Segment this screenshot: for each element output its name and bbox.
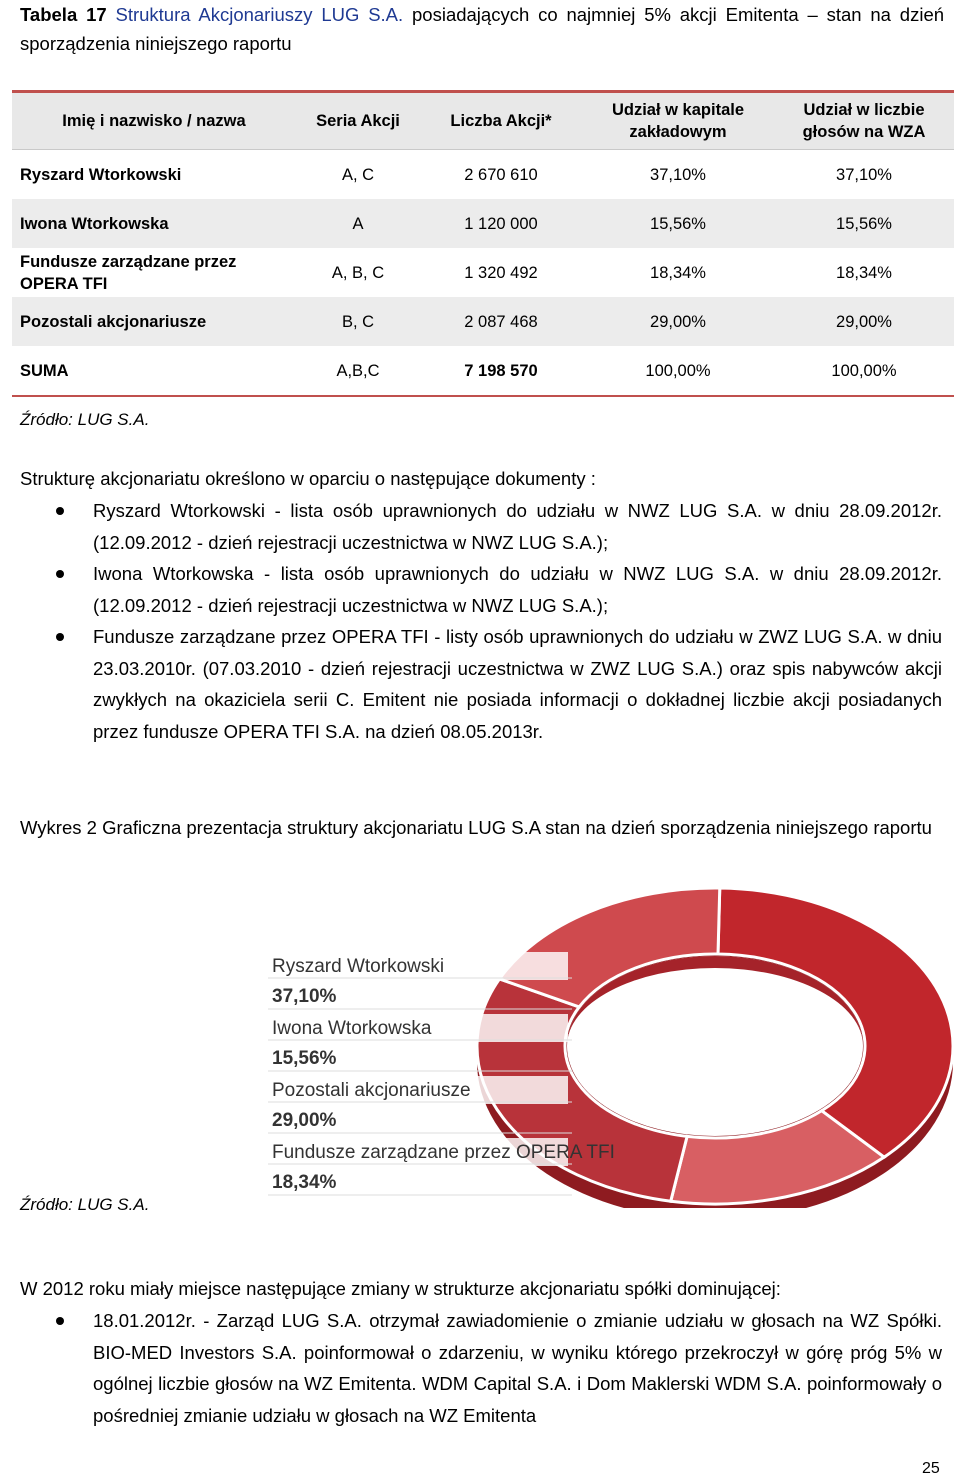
chart-source: Źródło: LUG S.A. <box>20 1195 150 1214</box>
cell-shares: 7 198 570 <box>420 346 582 396</box>
cell-shares: 1 120 000 <box>420 199 582 248</box>
cell-name: Ryszard Wtorkowski <box>20 165 182 184</box>
list-item: Iwona Wtorkowska - lista osób uprawnionych do udziału w NWZ LUG S.A. w dniu 28.09.2012r. (12.09.2012 - dzień rejestracji uczestnictwa w NWZ LUG S.A.); <box>93 558 942 621</box>
cell-name: SUMA <box>12 346 296 396</box>
header-capital: Udział w kapitale zakładowym <box>582 92 774 150</box>
header-votes: Udział w liczbie głosów na WZA <box>774 92 954 150</box>
table-source: Źródło: LUG S.A. <box>20 410 150 429</box>
cell-votes: 15,56% <box>774 199 954 248</box>
legend-label: Iwona Wtorkowska <box>272 1018 432 1039</box>
page-number: 25 <box>922 1460 940 1477</box>
cell-votes: 29,00% <box>774 297 954 346</box>
table-sum-row <box>12 346 954 396</box>
table-row <box>12 199 954 248</box>
cell-capital: 29,00% <box>582 297 774 346</box>
cell-name: Fundusze zarządzane przez OPERA TFI <box>20 252 237 293</box>
table-row <box>12 248 954 297</box>
changes-list <box>93 1305 942 1431</box>
cell-series: A, B, C <box>331 263 385 282</box>
table-caption <box>20 0 944 58</box>
legend-label: Fundusze zarządzane przez OPERA TFI <box>272 1142 615 1163</box>
chart-caption <box>20 812 942 844</box>
cell-capital: 37,10% <box>650 165 706 184</box>
shareholder-donut-chart <box>230 868 960 1208</box>
cell-capital: 18,34% <box>650 263 706 282</box>
legend-value: 18,34% <box>272 1172 337 1193</box>
legend-value: 37,10% <box>272 986 337 1007</box>
cell-shares: 2 087 468 <box>420 297 582 346</box>
documents-list <box>93 495 942 747</box>
legend-value: 29,00% <box>272 1110 337 1131</box>
list-item: Ryszard Wtorkowski - lista osób uprawnionych do udziału w NWZ LUG S.A. w dniu 28.09.2012r. (12.09.2012 - dzień rejestracji uczestnictwa w NWZ LUG S.A.); <box>93 495 942 558</box>
chart-caption-label: Wykres 2 <box>20 817 97 838</box>
table-row <box>12 150 954 200</box>
cell-votes: 18,34% <box>836 263 892 282</box>
cell-votes: 37,10% <box>836 165 892 184</box>
cell-shares: 2 670 610 <box>464 165 538 184</box>
chart-caption-text: Graficzna prezentacja struktury akcjonariatu LUG S.A stan na dzień sporządzenia niniejszego raportu <box>96 817 932 838</box>
header-shares: Liczba Akcji* <box>420 92 582 150</box>
table-caption-label: Tabela 17 <box>20 4 107 25</box>
table-header-row <box>12 92 954 150</box>
list-item: 18.01.2012r. - Zarząd LUG S.A. otrzymał zawiadomienie o zmianie udziału w głosach na WZ Spółki. BIO-MED Investors S.A. poinformował o zdarzeniu, w wyniku którego przekroczył w górę próg 5% w ogólnej liczbie głosów na WZ Emitenta. WDM Capital S.A. i Dom Maklerski WDM S.A. poinformowały o pośredniej zmianie udziału w głosach na WZ Emitenta <box>93 1305 942 1431</box>
header-name: Imię i nazwisko / nazwa <box>12 92 296 150</box>
cell-name: Pozostali akcjonariusze <box>12 297 296 346</box>
table-caption-title: Struktura Akcjonariuszy LUG S.A. <box>106 4 404 25</box>
cell-capital: 15,56% <box>582 199 774 248</box>
table-caption-subtitle: posiadających co najmniej 5% akcji Emitenta – stan na dzień sporządzenia niniejszego raportu <box>20 4 945 54</box>
legend-label: Ryszard Wtorkowski <box>272 956 445 977</box>
cell-name: Iwona Wtorkowska <box>12 199 296 248</box>
cell-series: B, C <box>296 297 420 346</box>
legend-value: 15,56% <box>272 1048 337 1069</box>
cell-capital: 100,00% <box>582 346 774 396</box>
list-item: Fundusze zarządzane przez OPERA TFI - listy osób uprawnionych do udziału w ZWZ LUG S.A. w dniu 23.03.2010r. (07.03.2010 - dzień rejestracji uczestnictwa w ZWZ LUG S.A.) oraz spis nabywców akcji zwykłych na okaziciela serii C. Emitent nie posiada informacji o dokładnej liczbie akcji posiadanych przez fundusze OPERA TFI S.A. na dzień 08.05.2013r. <box>93 621 942 747</box>
shareholders-table <box>12 90 954 397</box>
structure-intro: Strukturę akcjonariatu określono w oparciu o następujące dokumenty : <box>20 468 596 489</box>
cell-shares: 1 320 492 <box>464 263 538 282</box>
cell-votes: 100,00% <box>774 346 954 396</box>
cell-series: A <box>296 199 420 248</box>
cell-series: A,B,C <box>296 346 420 396</box>
header-series: Seria Akcji <box>296 92 420 150</box>
legend-label: Pozostali akcjonariusze <box>272 1080 471 1101</box>
table-row <box>12 297 954 346</box>
cell-series: A, C <box>341 165 375 184</box>
changes-intro: W 2012 roku miały miejsce następujące zmiany w strukturze akcjonariatu spółki dominującej: <box>20 1278 781 1299</box>
